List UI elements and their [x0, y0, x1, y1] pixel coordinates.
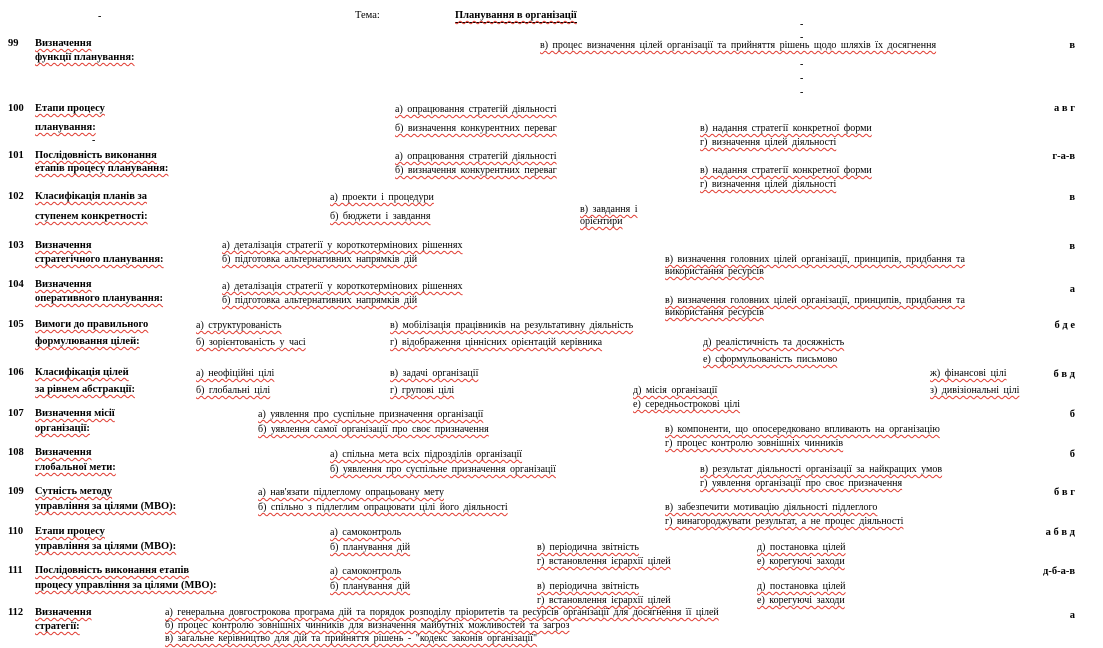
option-zh: ж) фінансові цілі: [930, 368, 1007, 379]
dash-mark: -: [800, 32, 804, 43]
option-b: б) визначення конкурентних переваг: [395, 123, 557, 134]
option-g: г) процес контролю зовнішніх чинників: [665, 438, 844, 449]
correct-answer: в: [1069, 40, 1075, 51]
option-v: в) визначення головних цілей організації, принципів, придбання та використання ресурсів: [665, 295, 965, 318]
correct-answer: б: [1069, 449, 1075, 460]
question-number: 101: [8, 150, 24, 161]
option-v: в) забезпечити мотивацію діяльності підлеглого: [665, 502, 878, 513]
correct-answer: а в г: [1054, 103, 1075, 114]
option-b: б) уявлення самої організації про своє призначення: [258, 424, 489, 435]
question-title: планування:: [35, 122, 96, 133]
question-number: 106: [8, 367, 24, 378]
option-b: б) планування дій: [330, 542, 411, 553]
option-b: б) визначення конкурентних переваг: [395, 165, 557, 176]
question-title: Послідовність виконання: [35, 150, 157, 161]
option-v: в) надання стратегії конкретної форми: [700, 165, 872, 176]
question-number: 107: [8, 408, 24, 419]
question-title: управління за цілями (МВО):: [35, 541, 177, 552]
option-b: б) процес контролю зовнішніх чинників для визначення майбутніх можливостей та загроз: [165, 620, 570, 631]
option-b: б) зорієнтованість у часі: [196, 337, 306, 348]
correct-answer: в: [1069, 192, 1075, 203]
option-e: е) корегуючі заходи: [757, 556, 845, 567]
question-title: Послідовність виконання етапів: [35, 565, 190, 576]
dash-mark: -: [800, 59, 804, 70]
option-a: а) нав'язати підлеглому опрацьовану мету: [258, 487, 444, 498]
question-title: етапів процесу планування:: [35, 163, 169, 174]
option-v: в) загальне керівництво для дій та прийняття рішень - "кодекс законів організації": [165, 633, 538, 644]
question-title: Визначення місії: [35, 408, 115, 419]
question-number: 103: [8, 240, 24, 251]
question-number: 110: [8, 526, 24, 537]
dash-mark: -: [800, 73, 804, 84]
question-number: 108: [8, 447, 24, 458]
question-title: Визначення: [35, 447, 92, 458]
option-d: д) реалістичність та досяжність: [703, 337, 845, 348]
question-title: оперативного планування:: [35, 293, 164, 304]
question-title: Сутність методу: [35, 486, 113, 497]
option-a: а) самоконтроль: [330, 527, 402, 538]
option-a: а) неофіційні цілі: [196, 368, 275, 379]
option-v: в) задачі організації: [390, 368, 479, 379]
option-g: г) визначення цілей діяльності: [700, 137, 837, 148]
option-d: д) постановка цілей: [757, 542, 846, 553]
option-v: в) періодична звітність: [537, 581, 639, 592]
question-title: функції планування:: [35, 52, 135, 63]
correct-answer: в: [1069, 241, 1075, 252]
option-d: д) місія організації: [633, 385, 718, 396]
option-v: в) надання стратегії конкретної форми: [700, 123, 872, 134]
question-number: 112: [8, 607, 24, 618]
question-title: організації:: [35, 423, 90, 434]
correct-answer: а: [1069, 610, 1075, 621]
question-number: 111: [8, 565, 23, 576]
correct-answer: а б в д: [1045, 527, 1075, 538]
correct-answer: б д е: [1054, 320, 1075, 331]
question-number: 100: [8, 103, 24, 114]
option-b: б) уявлення про суспільне призначення організації: [330, 464, 556, 475]
option-a: а) самоконтроль: [330, 566, 402, 577]
option-v: в) результат діяльності організації за найкращих умов: [700, 464, 943, 475]
correct-answer: а: [1069, 284, 1075, 295]
question-title: Визначення: [35, 607, 92, 618]
question-title: Класифікація цілей: [35, 367, 129, 378]
option-e: е) корегуючі заходи: [757, 595, 845, 606]
question-title: ступенем конкретності:: [35, 211, 148, 222]
dash-mark: -: [98, 11, 102, 22]
question-number: 104: [8, 279, 24, 290]
question-title: Етапи процесу: [35, 526, 105, 537]
correct-answer: б в г: [1054, 487, 1075, 498]
correct-answer: г-а-в: [1052, 151, 1075, 162]
correct-answer: б: [1069, 409, 1075, 420]
question-title: формулювання цілей:: [35, 336, 140, 347]
dash-mark: -: [92, 135, 96, 146]
dash-mark: -: [800, 19, 804, 30]
option-b: б) бюджети і завдання: [330, 211, 431, 222]
question-title: стратегії:: [35, 621, 80, 632]
question-title: Визначення: [35, 38, 92, 49]
option-a: а) деталізація стратегії у короткотермінових рішеннях: [222, 240, 463, 251]
option-g: г) визначення цілей діяльності: [700, 179, 837, 190]
dash-mark: -: [800, 87, 804, 98]
option-b: б) підготовка альтернативних напрямків дій: [222, 254, 418, 265]
option-e: е) сформульованість письмово: [703, 354, 838, 365]
option-g: г) групові цілі: [390, 385, 455, 396]
correct-answer: д-б-а-в: [1043, 566, 1075, 577]
option-a: а) опрацювання стратегій діяльності: [395, 151, 557, 162]
question-title: Вимоги до правильного: [35, 319, 149, 330]
option-v: в) визначення головних цілей організації, принципів, придбання та використання ресурсів: [665, 254, 965, 277]
question-number: 109: [8, 486, 24, 497]
option-a: а) генеральна довгострокова програма дій та порядок розподілу пріоритетів та ресурсів організації для досягнення її цілей: [165, 607, 719, 618]
option-a: а) проекти і процедури: [330, 192, 434, 203]
option-b: б) глобальні цілі: [196, 385, 271, 396]
option-a: а) спільна мета всіх підрозділів організації: [330, 449, 523, 460]
option-g: г) уявлення організації про своє призначення: [700, 478, 903, 489]
correct-answer: б в д: [1053, 369, 1075, 380]
question-title: управління за цілями (МВО):: [35, 501, 177, 512]
option-b: б) планування дій: [330, 581, 411, 592]
question-title: Класифікація планів за: [35, 191, 147, 202]
question-title: Визначення: [35, 279, 92, 290]
option-g: г) відображення ціннісних орієнтацій керівника: [390, 337, 603, 348]
question-title: глобальної мети:: [35, 462, 116, 473]
theme-label: Тема:: [355, 10, 380, 21]
option-g: г) встановлення ієрархії цілей: [537, 556, 671, 567]
option-a: а) структурованість: [196, 320, 282, 331]
option-a: а) уявлення про суспільне призначення організації: [258, 409, 484, 420]
option-v: в) мобілізація працівників на результативну діяльність: [390, 320, 634, 331]
option-e: е) середньострокові цілі: [633, 399, 741, 410]
question-title: Етапи процесу: [35, 103, 105, 114]
option-b: б) спільно з підлеглим опрацювати цілі його діяльності: [258, 502, 508, 513]
option-g: г) винагороджувати результат, а не процес діяльності: [665, 516, 904, 527]
question-title: стратегічного планування:: [35, 254, 164, 265]
theme-title: Планування в організації: [455, 10, 577, 21]
option-a: а) деталізація стратегії у короткотермінових рішеннях: [222, 281, 463, 292]
question-title: за рівнем абстракції:: [35, 384, 135, 395]
option-a: а) опрацювання стратегій діяльності: [395, 104, 557, 115]
option-v: в) періодична звітність: [537, 542, 639, 553]
option-b: б) підготовка альтернативних напрямків дій: [222, 295, 418, 306]
question-number: 105: [8, 319, 24, 330]
question-title: процесу управління за цілями (МВО):: [35, 580, 217, 591]
question-number: 99: [8, 38, 19, 49]
option-v: в) процес визначення цілей організації та прийняття рішень щодо шляхів їх досягнення: [540, 40, 937, 51]
option-d: д) постановка цілей: [757, 581, 846, 592]
question-number: 102: [8, 191, 24, 202]
option-v: в) компоненти, що опосередковано впливають на організацію: [665, 424, 940, 435]
option-g: г) встановлення ієрархії цілей: [537, 595, 671, 606]
option-z: з) дивізіональні цілі: [930, 385, 1020, 396]
question-title: Визначення: [35, 240, 92, 251]
option-v: в) завдання і орієнтири: [580, 204, 638, 227]
